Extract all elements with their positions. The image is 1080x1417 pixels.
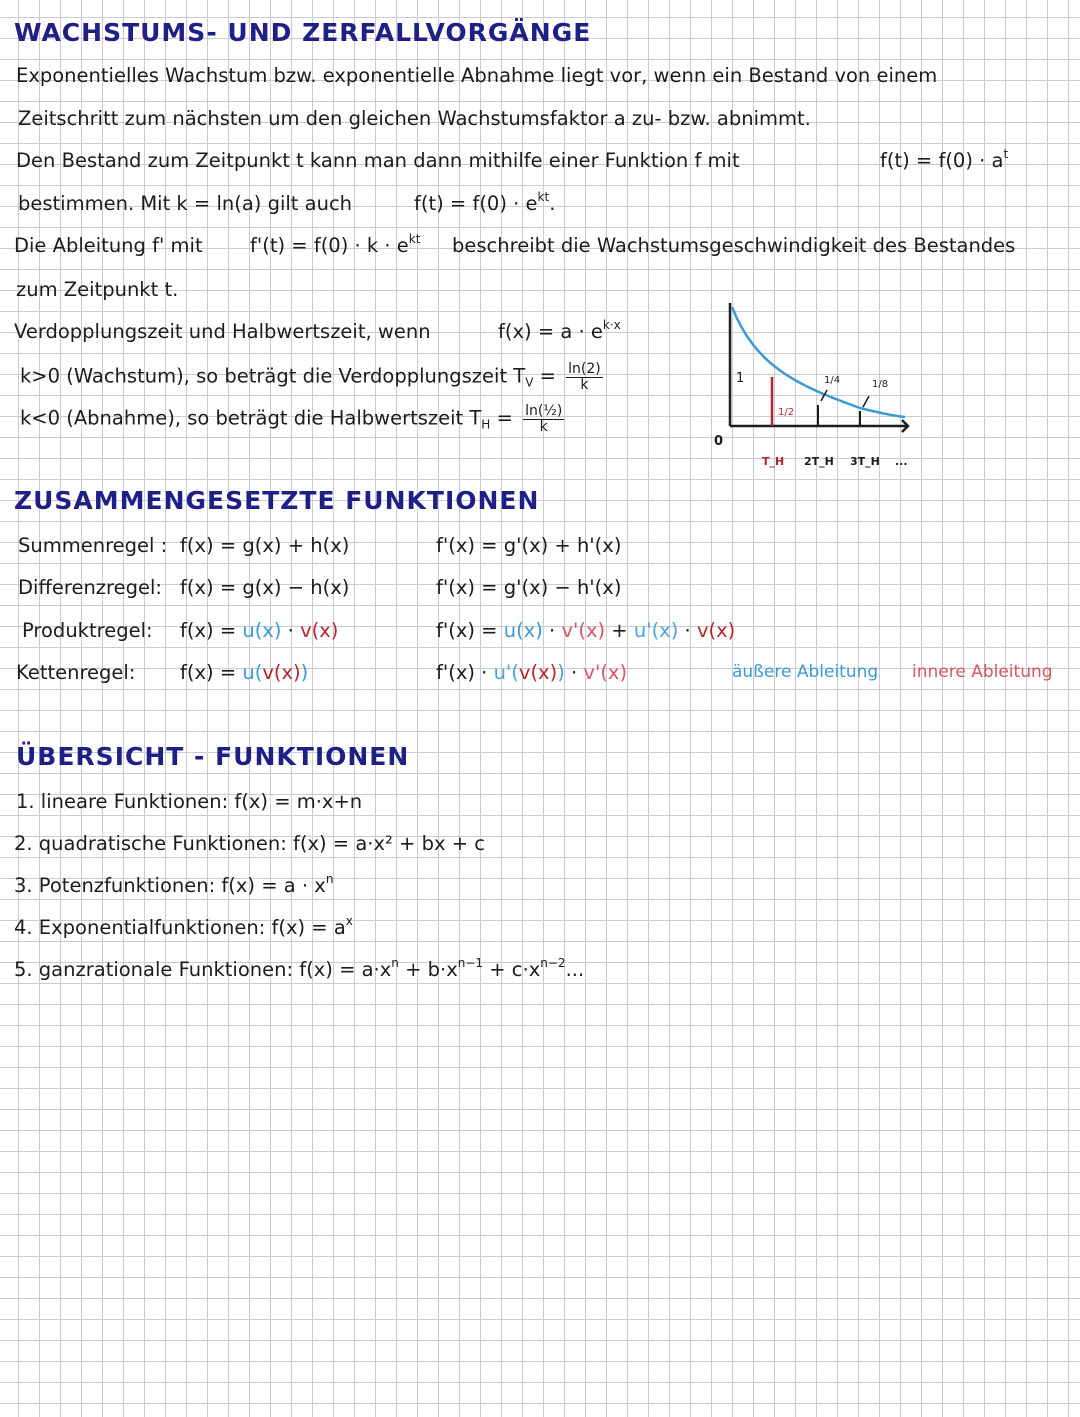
function-label: 1. lineare Funktionen: (16, 790, 229, 813)
formula-base: f(x) = a · x (221, 874, 326, 897)
formula-end: . (549, 192, 556, 215)
origin-label: 0 (714, 434, 724, 449)
half-life-line (20, 404, 564, 434)
paragraph-line: bestimmen. Mit k = ln(a) gilt auch (18, 192, 353, 215)
dot: · (542, 619, 562, 642)
function-label: 2. quadratische Funktionen: (14, 832, 287, 855)
paragraph-line: Verdopplungszeit und Halbwertszeit, wenn (14, 320, 431, 343)
formula-prefix: f(x) = (180, 661, 243, 684)
equals-sign: = (496, 406, 513, 430)
rule-formula-produkt (180, 619, 338, 642)
term-v: v(x) (696, 619, 736, 642)
dot: · (564, 661, 584, 684)
fraction-numerator: ln(½) (525, 403, 563, 419)
fraction-half-life (523, 404, 564, 434)
decay-graph (700, 295, 930, 480)
rule-derivative-kette (436, 661, 627, 684)
term-u: u(x) (242, 619, 282, 642)
equals-sign: = (539, 364, 556, 388)
dot: · (678, 619, 697, 642)
x-tick-2th: 2T_H (804, 455, 834, 468)
function-formula: f(x) = m·x+n (234, 790, 363, 813)
function-item-linear (16, 790, 362, 813)
half-life-text: k<0 (Abnahme), so beträgt die Halbwertszeit T (20, 406, 482, 430)
legend-inner-derivative: innere Ableitung (912, 662, 1053, 682)
rule-label-differenz: Differenzregel: (18, 576, 162, 599)
paragraph-line: Exponentielles Wachstum bzw. exponentielle Abnahme liegt vor, wenn ein Bestand von einem (16, 64, 938, 87)
formula-exponent: kt (408, 232, 421, 246)
function-formula: f(x) = a·x² + bx + c (292, 832, 485, 855)
rule-derivative-produkt (436, 619, 735, 642)
rule-formula-summe: f(x) = g(x) + h(x) (180, 534, 350, 557)
term-c: + c·x (483, 958, 541, 981)
doubling-time-line (20, 362, 603, 392)
function-item-exponential (14, 916, 353, 939)
fraction-denominator: k (580, 376, 589, 393)
dot: · (281, 619, 301, 642)
function-label: 4. Exponentialfunktionen: (14, 916, 266, 939)
term-a: f(x) = a·x (299, 958, 392, 981)
decay-curve (732, 307, 905, 417)
term-u-prime: u'(x) (633, 619, 679, 642)
function-label: 3. Potenzfunktionen: (14, 874, 216, 897)
formula-prefix: f'(x) · (436, 661, 494, 684)
y-label: 1 (736, 371, 745, 386)
x-tick-th: T_H (762, 455, 785, 468)
plus: + (605, 619, 634, 642)
exponent-a: n (391, 956, 399, 970)
term-u-prime: u'( (493, 661, 519, 684)
rule-label-kette: Kettenregel: (16, 661, 136, 684)
rule-formula-differenz: f(x) = g(x) − h(x) (180, 576, 350, 599)
half-label: 1/2 (778, 407, 795, 418)
formula-exponent: k·x (602, 318, 621, 332)
paragraph-line: beschreibt die Wachstumsgeschwindigkeit des Bestandes (452, 234, 1016, 257)
function-formula (221, 874, 333, 897)
doubling-time-text: k>0 (Wachstum), so beträgt die Verdopplungszeit T (20, 364, 526, 388)
term-u: u( (242, 661, 263, 684)
term-v: v(x) (518, 661, 558, 684)
heading-uebersicht: ÜBERSICHT - FUNKTIONEN (16, 742, 410, 771)
term-u: u(x) (503, 619, 543, 642)
function-formula (271, 916, 352, 939)
heading-zusammengesetzt: ZUSAMMENGESETZTE FUNKTIONEN (14, 486, 540, 515)
fraction-denominator: k (539, 418, 548, 435)
function-item-quadratic (14, 832, 485, 855)
subscript-h: H (481, 417, 491, 432)
heading-wachstum: WACHSTUMS- UND ZERFALLVORGÄNGE (14, 18, 592, 47)
function-formula (299, 958, 584, 981)
exponent-c: n−2 (540, 956, 566, 970)
term-close: ) (300, 661, 309, 684)
function-label: 5. ganzrationale Funktionen: (14, 958, 294, 981)
formula-prefix: f(x) = (180, 619, 243, 642)
fraction-doubling (566, 362, 603, 392)
term-v: v(x) (262, 661, 301, 684)
subscript-v: V (525, 375, 534, 390)
term-v-prime: v'(x) (583, 661, 628, 684)
term-v: v(x) (300, 619, 339, 642)
term-v-prime: v'(x) (561, 619, 606, 642)
formula-exponent: t (1003, 147, 1009, 161)
exponent-b: n−1 (457, 956, 484, 970)
formula-derivative (250, 234, 420, 257)
formula-base: f(t) = f(0) · e (414, 192, 538, 215)
x-tick-3th: 3T_H (850, 455, 880, 468)
rule-derivative-differenz: f'(x) = g'(x) − h'(x) (436, 576, 622, 599)
rule-label-produkt: Produktregel: (22, 619, 153, 642)
rule-derivative-summe: f'(x) = g'(x) + h'(x) (436, 534, 622, 557)
formula-base: f(t) = f(0) · a (880, 149, 1004, 172)
rule-formula-kette (180, 661, 308, 684)
term-b: + b·x (398, 958, 458, 981)
paragraph-line: zum Zeitpunkt t. (16, 278, 179, 301)
formula-base: f'(t) = f(0) · k · e (250, 234, 409, 257)
paragraph-line: Zeitschritt zum nächsten um den gleichen Wachstumsfaktor a zu- bzw. abnimmt. (18, 107, 811, 130)
formula-exponent: kt (537, 190, 550, 204)
fraction-numerator: ln(2) (568, 361, 601, 377)
formula-f-t-a (880, 149, 1008, 172)
quarter-label: 1/4 (824, 375, 841, 386)
paragraph-line: Die Ableitung f' mit (14, 234, 203, 257)
formula-f-t-e (414, 192, 555, 215)
formula-exponent: n (325, 872, 334, 886)
term-close: ) (557, 661, 565, 684)
paragraph-line: Den Bestand zum Zeitpunkt t kann man dann mithilfe einer Funktion f mit (16, 149, 740, 172)
legend-outer-derivative: äußere Ableitung (732, 662, 879, 682)
function-item-polynomial (14, 958, 584, 981)
term-ellipsis: ... (565, 958, 585, 981)
eighth-label: 1/8 (872, 379, 889, 390)
formula-exponent: x (345, 914, 353, 928)
rule-label-summe: Summenregel : (18, 534, 168, 557)
x-tick-ellipsis: ... (895, 455, 908, 468)
formula-prefix: f'(x) = (436, 619, 504, 642)
function-item-power (14, 874, 333, 897)
eighth-pointer (863, 396, 869, 407)
formula-base: f(x) = a · e (498, 320, 603, 343)
formula-base: f(x) = a (271, 916, 346, 939)
formula-f-x (498, 320, 621, 343)
